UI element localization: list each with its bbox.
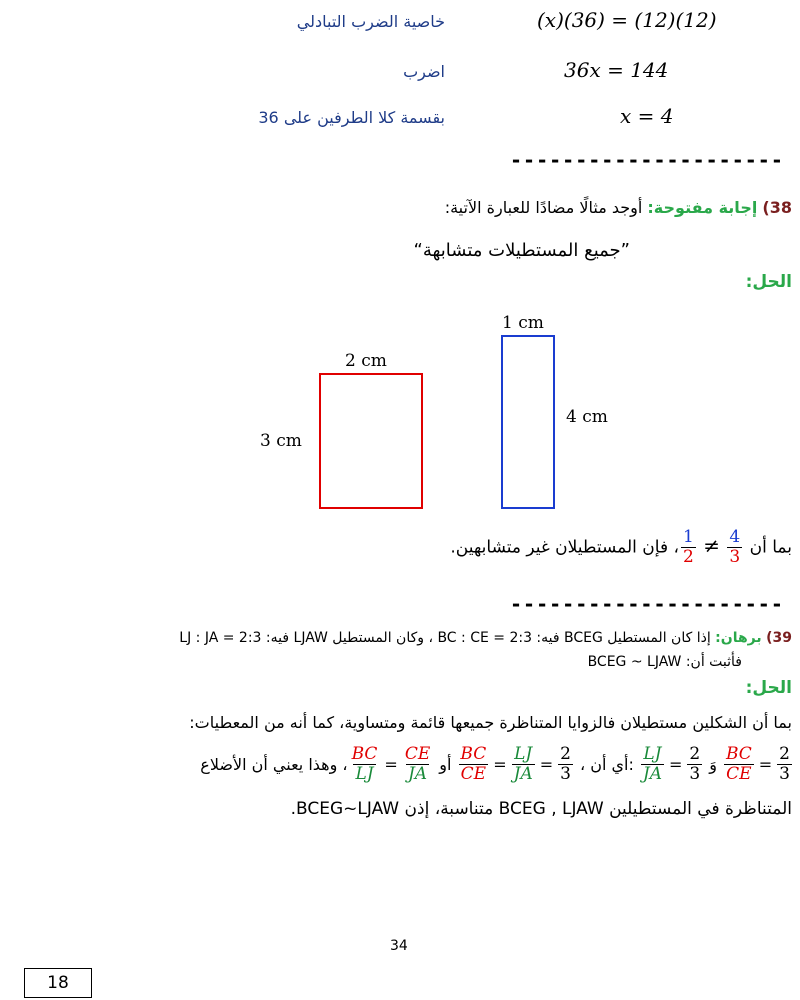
red-height-label: 3 cm — [260, 431, 302, 451]
fraction: $\frac{2}{3}$ — [779, 743, 790, 784]
step-equation: 36x = 144 — [564, 58, 669, 82]
q38-number: 38) — [762, 198, 792, 217]
i-e-text: ، أي أن: — [579, 754, 634, 774]
q38-label: إجابة مفتوحة: — [647, 198, 758, 217]
fraction: $\frac{BC}{LJ}$ — [351, 743, 378, 784]
step-row-3 — [0, 104, 800, 134]
conclusion-suffix: ، فإن المستطيلان غير متشابهين. — [450, 537, 679, 558]
fraction-denominator: 3 — [729, 547, 741, 567]
step-reason: خاصية الضرب التبادلي — [296, 12, 445, 31]
q39-line-1 — [179, 630, 792, 646]
q39-solution-line-3: المتناظرة في المستطيلين BCEG , LJAW متناسبة، إذن BCEG~LJAW. — [290, 799, 792, 819]
fraction: $\frac{2}{3}$ — [689, 743, 701, 784]
equals-sign: = — [539, 754, 554, 774]
fraction-denominator: 2 — [683, 547, 694, 567]
equals-sign: = — [493, 754, 507, 774]
fraction: $\frac{2}{3}$ — [560, 743, 571, 784]
fraction: $\frac{CE}{JA}$ — [404, 743, 431, 784]
blue-height-label: 4 cm — [566, 407, 608, 427]
conclusion-prefix: بما أن — [749, 537, 792, 558]
q39-text: إذا كان المستطيل BCEG فيه: BC : CE = 2:3 ، وكان المستطيل LJAW فيه: LJ : JA = 2:3 — [179, 630, 711, 646]
fraction: $\frac{LJ}{JA}$ — [642, 743, 662, 784]
q38-text: أوجد مثالًا مضادًا للعبارة الآتية: — [444, 198, 643, 217]
step-equation: (x)(36) = (12)(12) — [537, 8, 717, 32]
fraction: $\frac{BC}{CE}$ — [460, 743, 487, 784]
q39-number: 39) — [766, 630, 792, 646]
sides-text: ، وهذا يعني أن الأضلاع — [200, 754, 348, 774]
step-equation: x = 4 — [620, 104, 674, 128]
fraction-1-2 — [681, 528, 696, 567]
equals-sign: = — [384, 754, 398, 774]
fraction: $\frac{BC}{CE}$ — [725, 743, 752, 784]
step-reason: بقسمة كلا الطرفين على 36 — [258, 108, 445, 127]
blue-rectangle — [502, 336, 554, 508]
fraction-numerator: 1 — [683, 527, 694, 547]
page-box-number: 18 — [24, 968, 92, 998]
equals-sign: = — [758, 754, 773, 774]
not-equal-sign: ≠ — [703, 533, 720, 558]
red-rectangle — [320, 374, 422, 508]
fraction: $\frac{LJ}{JA}$ — [513, 743, 533, 784]
or-text: أو — [439, 754, 452, 774]
q38-conclusion — [450, 528, 792, 567]
solution-label: الحل: — [745, 272, 792, 292]
fraction-numerator: 4 — [729, 527, 741, 547]
blue-width-label: 1 cm — [502, 313, 544, 333]
step-row-2 — [0, 58, 800, 88]
separator-dashes: --------------------- — [510, 148, 784, 172]
conjunction-and: وَ — [709, 754, 717, 774]
q39-solution-line-2 — [8, 742, 794, 786]
q39-label: برهان: — [715, 630, 762, 646]
q38-line — [445, 198, 792, 217]
step-row-1 — [0, 8, 800, 38]
red-width-label: 2 cm — [345, 351, 387, 371]
step-reason: اضرب — [403, 62, 445, 81]
separator-dashes: --------------------- — [510, 592, 784, 616]
q38-quote: ”جميع المستطيلات متشابهة“ — [413, 240, 630, 261]
equals-sign: = — [668, 754, 683, 774]
q39-line-2: فأثبت أن: BCEG ~ LJAW — [587, 654, 742, 670]
fraction-4-3 — [727, 528, 742, 567]
rectangles-figure — [0, 300, 800, 520]
solution-label-2: الحل: — [745, 678, 792, 698]
q39-solution-line-1: بما أن الشكلين مستطيلان فالزوايا المتناظرة جميعها قائمة ومتساوية، كما أنه من المعطيات: — [189, 713, 792, 732]
page-number: 34 — [390, 938, 408, 954]
